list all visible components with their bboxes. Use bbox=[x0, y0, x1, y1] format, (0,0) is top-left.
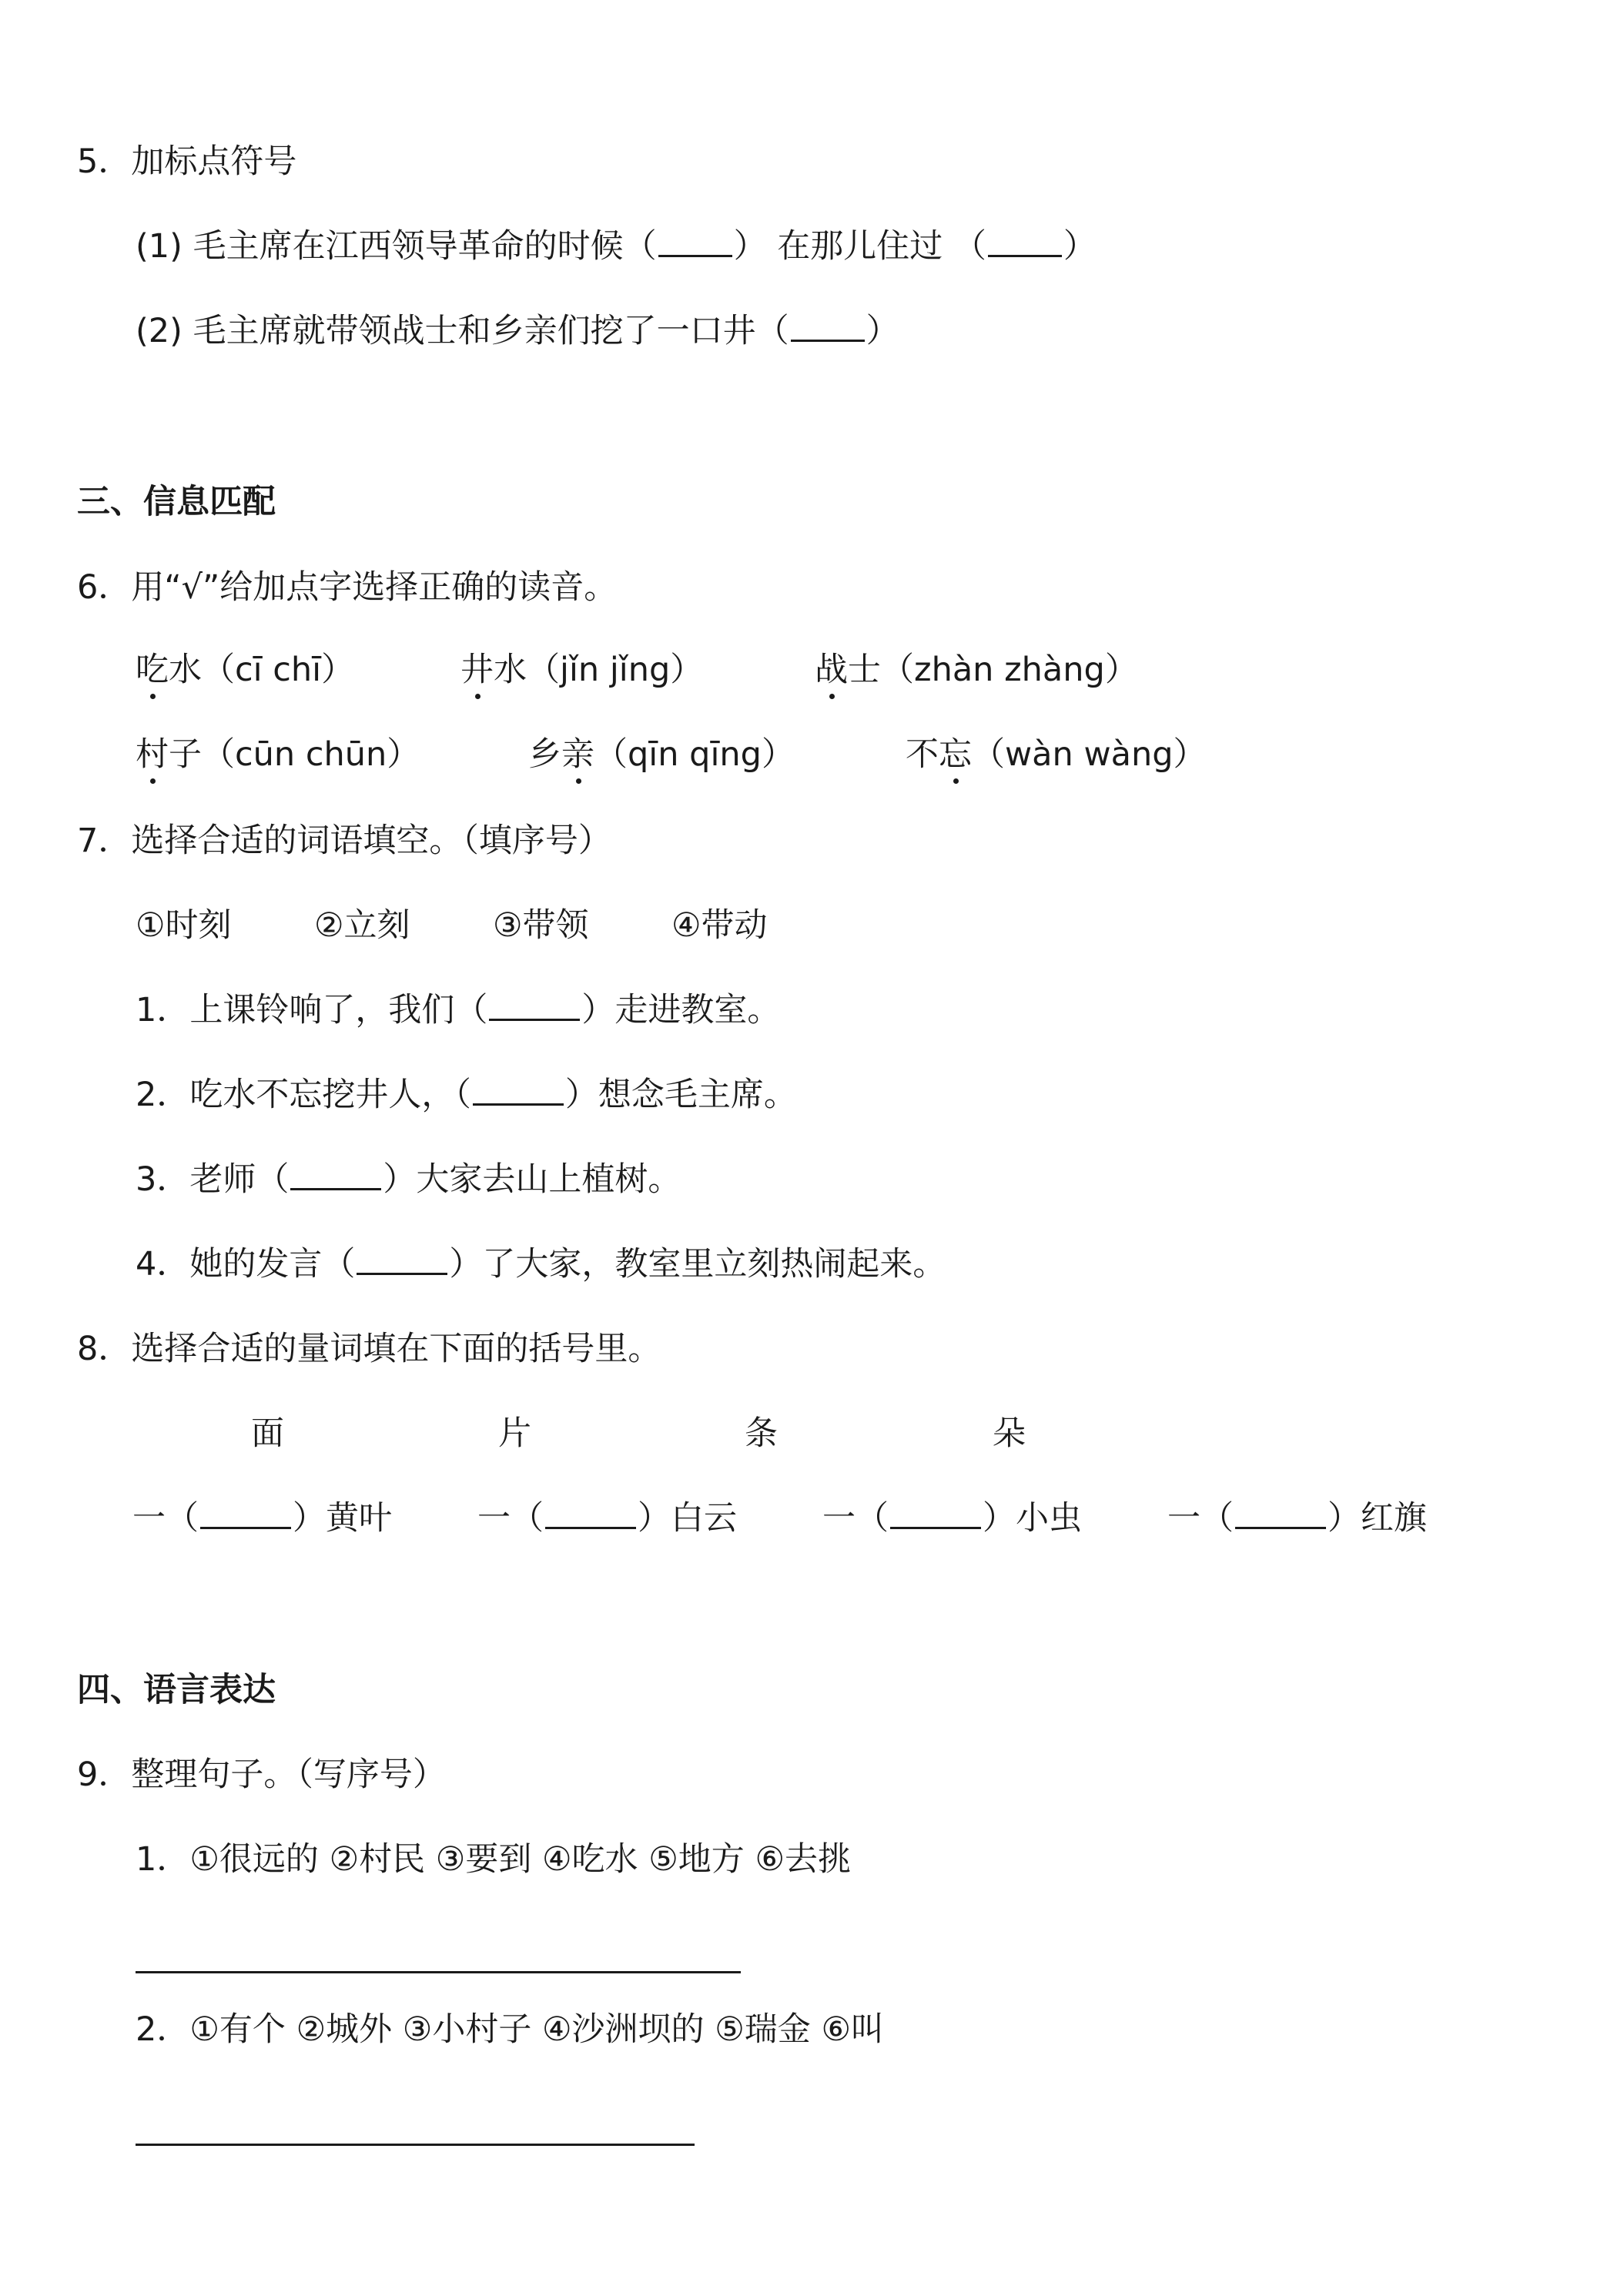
q6-row-1 bbox=[136, 647, 1138, 693]
q8-item-post: ）红旗 bbox=[1328, 1499, 1427, 1538]
pinyin-item bbox=[906, 731, 1207, 778]
q8-title: 8．选择合适的量词填在下面的括号里。 bbox=[77, 1330, 661, 1368]
answer-blank[interactable] bbox=[357, 1242, 447, 1275]
q8-word-4: 朵 bbox=[993, 1414, 1026, 1453]
pinyin-item bbox=[528, 731, 906, 778]
pinyin-choices: （qīn qīng） bbox=[594, 735, 795, 774]
q8-item-3 bbox=[822, 1495, 1082, 1541]
word-option: ②立刻 bbox=[314, 906, 410, 945]
dotted-char: 吃 bbox=[136, 647, 169, 693]
section-3-heading: 三、信息匹配 bbox=[77, 483, 276, 521]
dotted-char: 战 bbox=[815, 647, 848, 693]
q8-item-pre: 一（ bbox=[132, 1499, 199, 1538]
pinyin-choices: 士（zhàn zhàng） bbox=[848, 651, 1138, 689]
answer-blank[interactable] bbox=[791, 309, 865, 342]
pinyin-choices: 子（cūn chūn） bbox=[169, 735, 420, 774]
answer-blank[interactable] bbox=[473, 1073, 564, 1106]
q7-s4-text-a: 4．她的发言（ bbox=[136, 1245, 356, 1284]
section-4-heading: 四、语言表达 bbox=[77, 1671, 276, 1709]
q8-item-pre: 一（ bbox=[822, 1499, 889, 1538]
q8-word-2: 片 bbox=[498, 1414, 531, 1453]
q6-row-2 bbox=[136, 731, 1207, 778]
q7-s1-text-b: ）走进教室。 bbox=[581, 991, 781, 1029]
answer-blank[interactable] bbox=[988, 224, 1062, 257]
q7-s1-text-a: 1．上课铃响了，我们（ bbox=[136, 991, 488, 1029]
plain-char: 不 bbox=[906, 735, 939, 774]
q7-options bbox=[136, 902, 768, 949]
q5-title: 5．加标点符号 bbox=[77, 142, 297, 181]
q5-s2-text-b: ） bbox=[866, 312, 899, 350]
pinyin-item bbox=[460, 647, 815, 693]
q7-sentence-2 bbox=[136, 1072, 797, 1118]
answer-blank[interactable] bbox=[489, 988, 580, 1021]
q7-sentence-4 bbox=[136, 1241, 946, 1287]
q8-item-post: ）白云 bbox=[638, 1499, 737, 1538]
q7-s4-text-b: ）了大家，教室里立刻热闹起来。 bbox=[449, 1245, 946, 1284]
q8-word-3: 条 bbox=[745, 1414, 778, 1453]
pinyin-item bbox=[136, 647, 460, 693]
q9-sentence-1: 1．①很远的 ②村民 ③要到 ④吃水 ⑤地方 ⑥去挑 bbox=[136, 1840, 851, 1879]
pinyin-item bbox=[815, 647, 1138, 693]
pinyin-item bbox=[136, 731, 528, 778]
q5-s1-text-c: ） bbox=[1063, 227, 1097, 266]
q9-title: 9．整理句子。（写序号） bbox=[77, 1755, 446, 1794]
q8-item-pre: 一（ bbox=[477, 1499, 544, 1538]
q8-item-1 bbox=[132, 1495, 392, 1541]
q8-item-post: ）黄叶 bbox=[293, 1499, 392, 1538]
q7-s2-text-b: ）想念毛主席。 bbox=[564, 1076, 797, 1114]
pinyin-choices: 水（cī chī） bbox=[169, 651, 355, 689]
pinyin-choices: （wàn wàng） bbox=[972, 735, 1207, 774]
answer-blank[interactable] bbox=[890, 1496, 981, 1529]
q8-item-2 bbox=[477, 1495, 737, 1541]
q5-s1-text-b: ） 在那儿住过 （ bbox=[733, 227, 986, 266]
dotted-char: 忘 bbox=[939, 731, 972, 778]
word-option: ④带动 bbox=[671, 906, 768, 945]
dotted-char: 村 bbox=[136, 731, 169, 778]
q8-item-pre: 一（ bbox=[1167, 1499, 1234, 1538]
q9-sentence-2: 2．①有个 ②城外 ③小村子 ④沙洲坝的 ⑤瑞金 ⑥叫 bbox=[136, 2010, 884, 2049]
q5-sentence-1 bbox=[136, 223, 1097, 269]
pinyin-choices: 水（jǐn jǐng） bbox=[494, 651, 704, 689]
answer-blank[interactable] bbox=[200, 1496, 291, 1529]
answer-blank[interactable] bbox=[658, 224, 732, 257]
q7-title: 7．选择合适的词语填空。（填序号） bbox=[77, 822, 611, 860]
q7-s3-text-a: 3．老师（ bbox=[136, 1160, 290, 1199]
q7-s3-text-b: ）大家去山上植树。 bbox=[383, 1160, 681, 1199]
q7-sentence-1 bbox=[136, 987, 780, 1033]
q8-item-post: ）小虫 bbox=[983, 1499, 1082, 1538]
q5-s1-text-a: (1) 毛主席在江西领导革命的时候（ bbox=[136, 227, 657, 266]
dotted-char: 井 bbox=[460, 647, 494, 693]
q8-word-1: 面 bbox=[251, 1414, 284, 1453]
q5-s2-text-a: (2) 毛主席就带领战士和乡亲们挖了一口井（ bbox=[136, 312, 789, 350]
answer-blank[interactable] bbox=[290, 1157, 381, 1190]
q9-answer-line-1[interactable] bbox=[136, 1971, 741, 1973]
q6-title: 6．用“√”给加点字选择正确的读音。 bbox=[77, 568, 618, 607]
q7-s2-text-a: 2．吃水不忘挖井人，（ bbox=[136, 1076, 471, 1114]
word-option: ③带领 bbox=[493, 906, 589, 945]
word-option: ①时刻 bbox=[136, 906, 232, 945]
answer-blank[interactable] bbox=[1235, 1496, 1326, 1529]
plain-char: 乡 bbox=[528, 735, 561, 774]
q9-answer-line-2[interactable] bbox=[136, 2144, 695, 2146]
q8-item-4 bbox=[1167, 1495, 1427, 1541]
q7-sentence-3 bbox=[136, 1156, 681, 1203]
answer-blank[interactable] bbox=[545, 1496, 636, 1529]
dotted-char: 亲 bbox=[561, 731, 594, 778]
q5-sentence-2 bbox=[136, 308, 899, 354]
